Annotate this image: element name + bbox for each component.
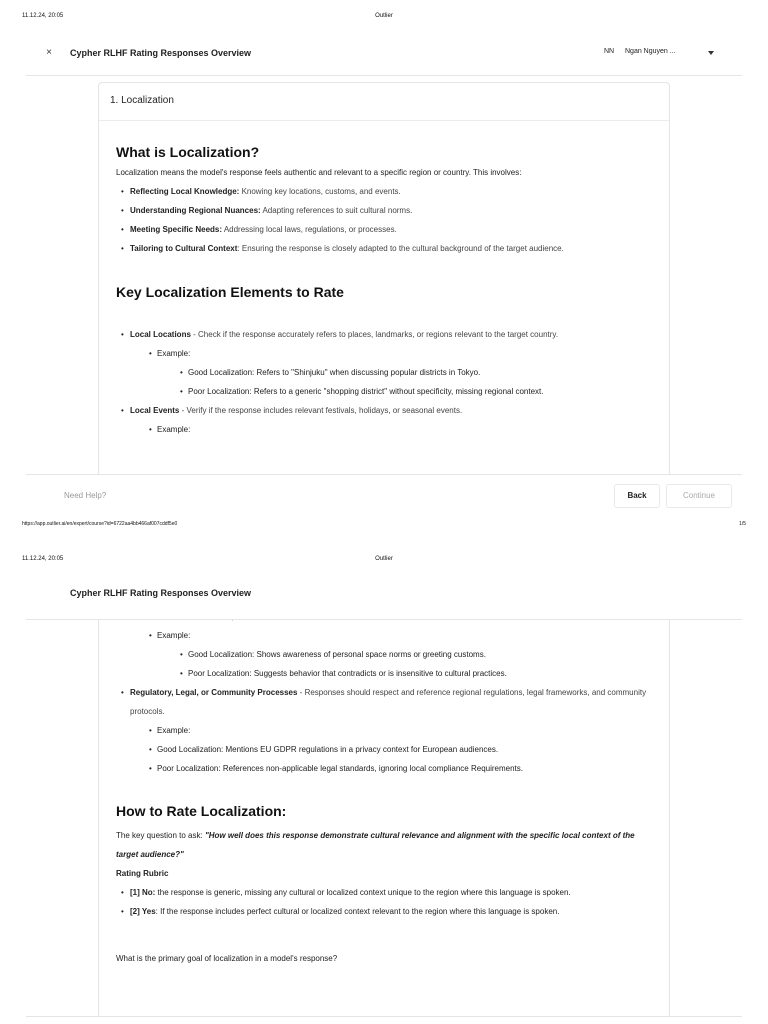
- good-example: • Good Localization: Mentions EU GDPR regulations in a privacy context for European audiences.: [116, 740, 669, 759]
- list-item: • Local Locations - Check if the response accurately refers to places, landmarks, or regions relevant to the target country.: [116, 325, 669, 344]
- example-label: • Example:: [116, 420, 669, 439]
- intro-paragraph: Localization means the model's response feels authentic and relevant to a specific region or country. This involves:: [116, 168, 522, 177]
- print-header-2: [0, 543, 768, 562]
- course-title: Cypher RLHF Rating Responses Overview: [70, 48, 252, 58]
- key-list: [116, 325, 669, 439]
- avatar[interactable]: NN: [604, 48, 615, 55]
- lesson-content: [99, 141, 669, 439]
- page-bottom-divider: [26, 1016, 742, 1017]
- print-site-name: Outlier: [375, 13, 393, 19]
- good-example: • Good Localization: Refers to "Shinjuku" when discussing popular districts in Tokyo.: [116, 363, 669, 382]
- navigation-footer: [26, 474, 742, 516]
- good-example: • Good Localization: Shows awareness of personal space norms or greeting customs.: [116, 645, 669, 664]
- example-label: • Example:: [116, 344, 669, 363]
- print-page-number: 1/5: [739, 521, 746, 527]
- print-header: [0, 0, 768, 19]
- course-title: Cypher RLHF Rating Responses Overview: [70, 588, 252, 598]
- course-header: [26, 34, 742, 76]
- print-url: https://app.outlier.ai/en/expert/course?id=6722aa4bb466af007cddf5e0: [22, 521, 178, 527]
- example-label: • Example:: [116, 721, 669, 740]
- poor-example: • Poor Localization: Suggests behavior that contradicts or is insensitive to cultural practices.: [116, 664, 669, 683]
- example-label: • Example:: [116, 626, 669, 645]
- need-help-link[interactable]: Need Help?: [64, 491, 107, 500]
- print-datetime: 11.12.24, 20:05: [22, 556, 64, 562]
- user-name[interactable]: Ngan Nguyen ...: [625, 48, 676, 55]
- lesson-content: [99, 607, 669, 968]
- poor-example: • Poor Localization: References non-applicable legal standards, ignoring local compliance Requirements.: [116, 759, 669, 778]
- list-item: • Local Events - Verify if the response includes relevant festivals, holidays, or seasonal events.: [116, 401, 669, 420]
- key-question: The key question to ask: "How well does this response demonstrate cultural relevance and alignment with the specific local context of the target audience?": [116, 831, 635, 859]
- back-button[interactable]: Back: [614, 484, 660, 508]
- lesson-card: [98, 82, 670, 474]
- list-item: • Reflecting Local Knowledge: Knowing key locations, customs, and events.: [116, 182, 669, 201]
- list-item: • Meeting Specific Needs: Addressing local laws, regulations, or processes.: [116, 220, 669, 239]
- list-item: • Regulatory, Legal, or Community Processes - Responses should respect and reference regional regulations, legal frameworks, and community protocols.: [116, 683, 669, 721]
- quiz-question: What is the primary goal of localization in a model's response?: [116, 954, 338, 963]
- heading-key-elements: Key Localization Elements to Rate: [116, 284, 344, 300]
- rubric-title: Rating Rubric: [116, 869, 169, 878]
- continue-button[interactable]: Continue: [666, 484, 732, 508]
- close-icon[interactable]: ×: [46, 47, 52, 58]
- rubric-item: • [1] No: the response is generic, missing any cultural or localized context unique to the region where this language is spoken.: [116, 883, 669, 902]
- lesson-card-continued: [98, 620, 670, 1016]
- heading-how-to-rate: How to Rate Localization:: [116, 803, 287, 819]
- list-item: • Tailoring to Cultural Context: Ensuring the response is closely adapted to the cultural background of the target audience.: [116, 239, 669, 258]
- course-header-2: [26, 574, 742, 620]
- list-item: • Understanding Regional Nuances: Adapting references to suit cultural norms.: [116, 201, 669, 220]
- print-datetime: 11.12.24, 20:05: [22, 13, 64, 19]
- chevron-down-icon[interactable]: [708, 51, 714, 55]
- section-title: 1. Localization: [99, 83, 669, 121]
- print-site-name: Outlier: [375, 556, 393, 562]
- rubric-item: • [2] Yes: If the response includes perfect cultural or localized context relevant to the region where this language is spoken.: [116, 902, 669, 921]
- rubric-list: [116, 883, 669, 921]
- poor-example: • Poor Localization: Refers to a generic "shopping district" without specificity, missing regional context.: [116, 382, 669, 401]
- key-list-continued: [116, 607, 669, 778]
- heading-what-is-localization: What is Localization?: [116, 144, 260, 160]
- what-list: [116, 182, 669, 258]
